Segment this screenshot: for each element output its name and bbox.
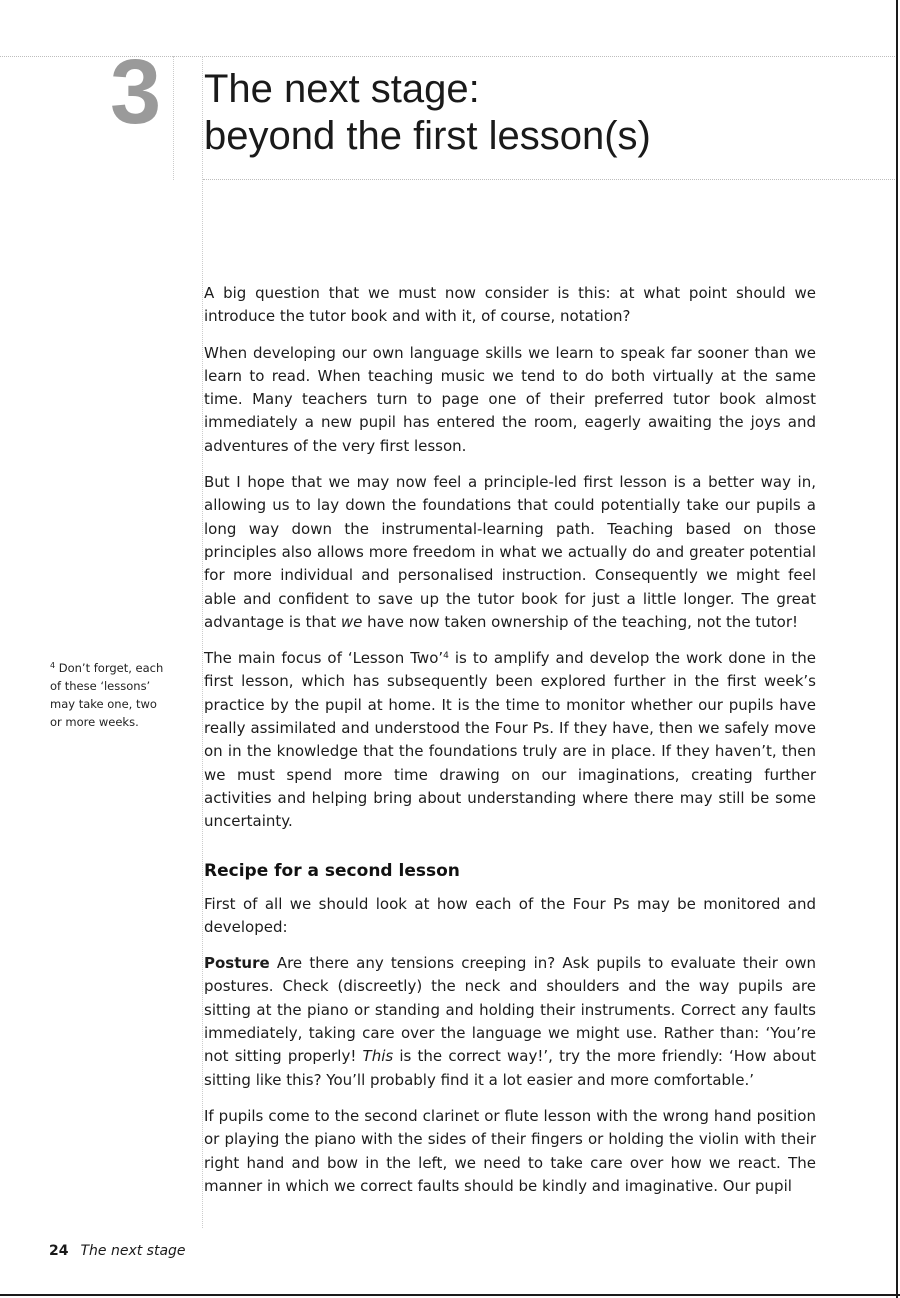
chapter-title-line-1: The next stage: [204, 67, 480, 111]
emphasis-this: This [362, 1047, 394, 1066]
paragraph-4: The main focus of ‘Lesson Two’$^4$ is to amplify and develop the work done in the first lesson, which has subsequently been explored further in the first week’s practice by the pupil at home. It is the time to monitor whether our pupils have really assimilated and understood the Four Ps. If they have, then we safely move on in the knowledge that the foundations truly are in place. If they haven’t, then we must spend more time drawing on our imaginations, creating further activities and helping bring about understanding where there may still be some uncertainty. [204, 649, 817, 831]
paragraph-3: But I hope that we may now feel a principle-led first lesson is a better way in, allowing us to lay down the foundations that could potentially take our pupils a long way down the instrumental-learning path. Teaching based on those principles also allows more freedom in what we actually do and greater potential for more individual and personalised instruction. Consequently we might feel able and confident to save up the tutor book for just a little longer. The great advantage is that we have now taken ownership of the teaching, not the tutor! [204, 473, 816, 631]
title-rule [203, 179, 895, 180]
posture-label: Posture [204, 954, 270, 973]
chapter-title [204, 66, 651, 160]
chapter-number-guide [173, 56, 174, 180]
paragraph-2: When developing our own language skills we learn to speak far sooner than we learn to read. When teaching music we tend to do both virtually at the same time. Many teachers turn to page one of their preferred tutor book almost immediately a new pupil has entered the room, eagerly awaiting the joys and adventures of the very first lesson. [204, 343, 816, 455]
page-edge-bottom [0, 1294, 900, 1296]
section-heading: Recipe for a second lesson [204, 860, 460, 881]
footnote-ref-4: 4 [443, 651, 449, 662]
chapter-number: 3 [110, 41, 160, 143]
sidenote-marker: 4 [50, 661, 56, 670]
paragraph-posture: Posture Are there any tensions creeping in? Ask pupils to evaluate their own postures. Check (discreetly) the neck and shoulders and the way pupils are sitting at the piano or standing and holding their instruments. Correct any faults immediately, taking care over the language we might use. Rather than: ‘You’re not sitting properly! This is the correct way!’, try the more friendly: ‘How about sitting like this? You’ll probably find it a lot easier and more comfortable.’ [204, 954, 816, 1089]
page-edge-right [896, 0, 898, 1298]
running-head: The next stage [80, 1243, 186, 1259]
chapter-title-line-2: beyond the first lesson(s) [204, 114, 651, 158]
emphasis-we: we [340, 612, 363, 631]
sidenote-text: Don’t forget, each of these ‘lessons’ may take one, two or more weeks. [50, 661, 164, 729]
paragraph-7: If pupils come to the second clarinet or flute lesson with the wrong hand position or playing the piano with the sides of their fingers or holding the violin with their right hand and bow in the left, we need to take care over how we react. The manner in which we correct faults should be kindly and imaginative. Our pupil [204, 1106, 816, 1195]
page-number: 24 [49, 1243, 69, 1259]
paragraph-5: First of all we should look at how each of the Four Ps may be monitored and developed: [204, 894, 816, 936]
body-text [204, 282, 816, 1211]
page-footer [49, 1241, 186, 1261]
text-column-guide [202, 56, 203, 1228]
sidenote [50, 659, 168, 731]
paragraph-1: A big question that we must now consider is this: at what point should we introduce the tutor book and with it, of course, notation? [204, 284, 816, 326]
